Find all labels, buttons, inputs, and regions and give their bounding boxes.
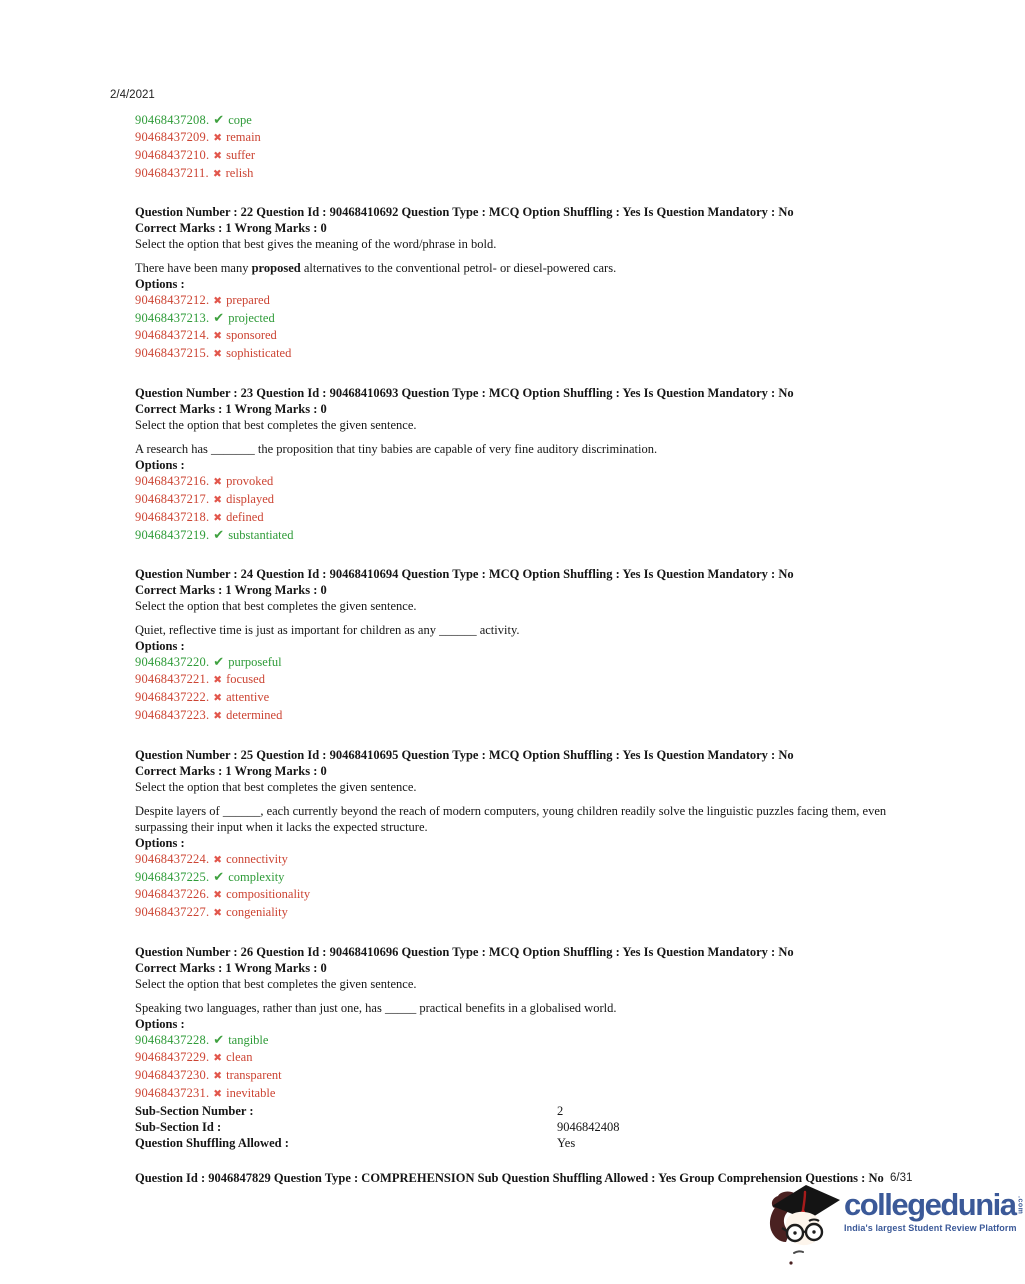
passage-segment: Despite layers of ______, each currently beyond the reach of modern computers, young children readily solve the linguistic puzzles facing them, even surpassing their input when it lacks the expected structure. xyxy=(135,804,887,834)
option-row xyxy=(135,147,897,165)
wrong-cross-icon: ✖ xyxy=(213,854,223,866)
option-text: compositionality xyxy=(226,887,311,901)
question-header-line1: Question Number : 24 Question Id : 90468410694 Question Type : MCQ Option Shuffling : Yes Is Question Mandatory : No xyxy=(135,567,794,581)
question-instruction: Select the option that best completes the given sentence. xyxy=(135,418,417,432)
wrong-cross-icon: ✖ xyxy=(213,710,223,722)
option-id: 90468437213. xyxy=(135,311,210,325)
option-id: 90468437228. xyxy=(135,1033,210,1047)
question-header xyxy=(135,385,897,417)
wrong-cross-icon: ✖ xyxy=(213,1070,223,1082)
wrong-cross-icon: ✖ xyxy=(212,168,222,180)
wrong-cross-icon: ✖ xyxy=(213,512,223,524)
option-text: clean xyxy=(226,1050,253,1064)
subsection-row xyxy=(135,1103,897,1119)
subsection-label: Question Shuffling Allowed : xyxy=(135,1136,289,1150)
option-row xyxy=(135,292,897,310)
wrong-cross-icon: ✖ xyxy=(213,889,223,901)
options-list xyxy=(135,654,897,725)
wrong-cross-icon: ✖ xyxy=(213,494,223,506)
option-row xyxy=(135,327,897,345)
passage-segment: There have been many xyxy=(135,261,252,275)
option-row xyxy=(135,345,897,363)
question-passage xyxy=(135,441,897,457)
option-row xyxy=(135,129,897,147)
option-row xyxy=(135,1032,897,1049)
collegedunia-logo xyxy=(764,1180,1024,1270)
option-text: attentive xyxy=(226,690,270,704)
option-text: relish xyxy=(225,166,254,180)
option-row xyxy=(135,671,897,689)
passage-bold-word: proposed xyxy=(251,261,301,275)
option-id: 90468437230. xyxy=(135,1068,210,1082)
question-passage xyxy=(135,1000,897,1016)
option-text: prepared xyxy=(226,293,270,307)
page-number: 6/31 xyxy=(890,1172,913,1184)
option-id: 90468437221. xyxy=(135,672,210,686)
option-id: 90468437217. xyxy=(135,492,210,506)
question-header-line2: Correct Marks : 1 Wrong Marks : 0 xyxy=(135,402,327,416)
option-text: connectivity xyxy=(226,852,288,866)
option-row xyxy=(135,869,897,886)
logo-text-block xyxy=(844,1187,1024,1233)
option-row xyxy=(135,1049,897,1067)
wrong-cross-icon: ✖ xyxy=(213,907,223,919)
option-id: 90468437227. xyxy=(135,905,210,919)
options-list xyxy=(135,851,897,922)
question-header xyxy=(135,944,897,976)
option-text: displayed xyxy=(226,492,275,506)
options-label: Options : xyxy=(135,836,185,850)
subsection-label: Sub-Section Id : xyxy=(135,1120,222,1134)
subsection-row xyxy=(135,1135,897,1151)
wrong-cross-icon: ✖ xyxy=(213,132,223,144)
option-row xyxy=(135,527,897,544)
option-text: sophisticated xyxy=(226,346,292,360)
option-row xyxy=(135,654,897,671)
option-text: substantiated xyxy=(228,528,294,542)
question-header-line2: Correct Marks : 1 Wrong Marks : 0 xyxy=(135,221,327,235)
options-label: Options : xyxy=(135,639,185,653)
option-id: 90468437224. xyxy=(135,852,210,866)
option-row xyxy=(135,310,897,327)
option-row xyxy=(135,509,897,527)
questions-list xyxy=(135,204,897,1103)
option-row xyxy=(135,165,897,183)
wrong-cross-icon: ✖ xyxy=(213,150,223,162)
brand-name: collegedunia xyxy=(844,1187,1016,1222)
question-instruction: Select the option that best completes the given sentence. xyxy=(135,780,417,794)
option-id: 90468437218. xyxy=(135,510,210,524)
mascot-icon xyxy=(764,1180,846,1268)
question-instruction: Select the option that best gives the meaning of the word/phrase in bold. xyxy=(135,237,497,251)
options-label: Options : xyxy=(135,1017,185,1031)
option-row xyxy=(135,1067,897,1085)
question-block xyxy=(135,747,897,922)
question-header xyxy=(135,747,897,779)
wrong-cross-icon: ✖ xyxy=(213,1088,223,1100)
document-content xyxy=(135,112,897,1186)
question-block xyxy=(135,944,897,1103)
question-instruction: Select the option that best completes the given sentence. xyxy=(135,977,417,991)
options-list xyxy=(135,292,897,363)
option-text: transparent xyxy=(226,1068,282,1082)
options-label: Options : xyxy=(135,277,185,291)
option-id: 90468437212. xyxy=(135,293,210,307)
option-text: cope xyxy=(228,113,252,127)
option-text: remain xyxy=(226,130,261,144)
option-row xyxy=(135,112,897,129)
option-row xyxy=(135,473,897,491)
question-passage xyxy=(135,803,897,835)
question-header-line1: Question Number : 25 Question Id : 90468410695 Question Type : MCQ Option Shuffling : Yes Is Question Mandatory : No xyxy=(135,748,794,762)
question-block xyxy=(135,566,897,725)
option-text: projected xyxy=(228,311,275,325)
wrong-cross-icon: ✖ xyxy=(213,692,223,704)
options-list xyxy=(135,1032,897,1103)
question-header-line1: Question Number : 23 Question Id : 90468410693 Question Type : MCQ Option Shuffling : Yes Is Question Mandatory : No xyxy=(135,386,794,400)
comprehension-header: Question Id : 9046847829 Question Type : COMPREHENSION Sub Question Shuffling Allowed : Yes Group Comprehension Questions : No xyxy=(135,1171,884,1185)
option-id: 90468437220. xyxy=(135,655,210,669)
option-text: sponsored xyxy=(226,328,277,342)
correct-check-icon: ✔ xyxy=(213,113,225,128)
option-row xyxy=(135,689,897,707)
option-row xyxy=(135,1085,897,1103)
print-date: 2/4/2021 xyxy=(110,89,155,101)
question-block xyxy=(135,385,897,544)
option-id: 90468437210. xyxy=(135,148,210,162)
option-id: 90468437219. xyxy=(135,528,210,542)
wrong-cross-icon: ✖ xyxy=(213,295,223,307)
wrong-cross-icon: ✖ xyxy=(213,476,223,488)
options-list xyxy=(135,473,897,544)
options-label: Options : xyxy=(135,458,185,472)
subsection-value: 2 xyxy=(557,1104,564,1118)
carryover-options-list xyxy=(135,112,897,183)
question-header xyxy=(135,204,897,236)
brand-tagline: India's largest Student Review Platform xyxy=(844,1223,1017,1233)
option-text: congeniality xyxy=(226,905,288,919)
correct-check-icon: ✔ xyxy=(213,528,225,543)
brand-tld: .com xyxy=(1016,1196,1024,1215)
option-text: tangible xyxy=(228,1033,269,1047)
question-header-line2: Correct Marks : 1 Wrong Marks : 0 xyxy=(135,583,327,597)
option-row xyxy=(135,851,897,869)
subsection-value: Yes xyxy=(557,1136,576,1150)
correct-check-icon: ✔ xyxy=(213,311,225,326)
wrong-cross-icon: ✖ xyxy=(213,348,223,360)
option-text: inevitable xyxy=(226,1086,276,1100)
wrong-cross-icon: ✖ xyxy=(213,674,223,686)
question-header-line1: Question Number : 22 Question Id : 90468410692 Question Type : MCQ Option Shuffling : Yes Is Question Mandatory : No xyxy=(135,205,794,219)
option-text: complexity xyxy=(228,870,285,884)
option-row xyxy=(135,886,897,904)
option-id: 90468437222. xyxy=(135,690,210,704)
option-id: 90468437208. xyxy=(135,113,210,127)
option-row xyxy=(135,904,897,922)
passage-segment: A research has _______ the proposition that tiny babies are capable of very fine auditory discrimination. xyxy=(135,442,658,456)
question-header-line2: Correct Marks : 1 Wrong Marks : 0 xyxy=(135,764,327,778)
subsection-info xyxy=(135,1103,897,1151)
passage-segment: Speaking two languages, rather than just one, has _____ practical benefits in a globalised world. xyxy=(135,1001,617,1015)
option-text: suffer xyxy=(226,148,256,162)
option-row xyxy=(135,491,897,509)
option-id: 90468437225. xyxy=(135,870,210,884)
question-instruction: Select the option that best completes the given sentence. xyxy=(135,599,417,613)
question-passage xyxy=(135,260,897,276)
wrong-cross-icon: ✖ xyxy=(213,1052,223,1064)
option-id: 90468437229. xyxy=(135,1050,210,1064)
passage-segment: alternatives to the conventional petrol- or diesel-powered cars. xyxy=(300,261,617,275)
option-text: provoked xyxy=(226,474,274,488)
option-text: determined xyxy=(226,708,283,722)
option-id: 90468437214. xyxy=(135,328,210,342)
subsection-label: Sub-Section Number : xyxy=(135,1104,254,1118)
correct-check-icon: ✔ xyxy=(213,1033,225,1048)
question-block xyxy=(135,204,897,363)
question-passage xyxy=(135,622,897,638)
option-row xyxy=(135,707,897,725)
option-id: 90468437231. xyxy=(135,1086,210,1100)
option-id: 90468437215. xyxy=(135,346,210,360)
subsection-value: 9046842408 xyxy=(557,1120,620,1134)
option-text: defined xyxy=(226,510,264,524)
option-id: 90468437226. xyxy=(135,887,210,901)
option-id: 90468437223. xyxy=(135,708,210,722)
option-id: 90468437209. xyxy=(135,130,210,144)
option-text: focused xyxy=(226,672,265,686)
option-id: 90468437211. xyxy=(135,166,209,180)
subsection-row xyxy=(135,1119,897,1135)
question-header-line1: Question Number : 26 Question Id : 90468410696 Question Type : MCQ Option Shuffling : Yes Is Question Mandatory : No xyxy=(135,945,794,959)
question-header xyxy=(135,566,897,598)
option-id: 90468437216. xyxy=(135,474,210,488)
correct-check-icon: ✔ xyxy=(213,655,225,670)
passage-segment: Quiet, reflective time is just as important for children as any ______ activity. xyxy=(135,623,520,637)
correct-check-icon: ✔ xyxy=(213,870,225,885)
option-text: purposeful xyxy=(228,655,282,669)
question-header-line2: Correct Marks : 1 Wrong Marks : 0 xyxy=(135,961,327,975)
wrong-cross-icon: ✖ xyxy=(213,330,223,342)
